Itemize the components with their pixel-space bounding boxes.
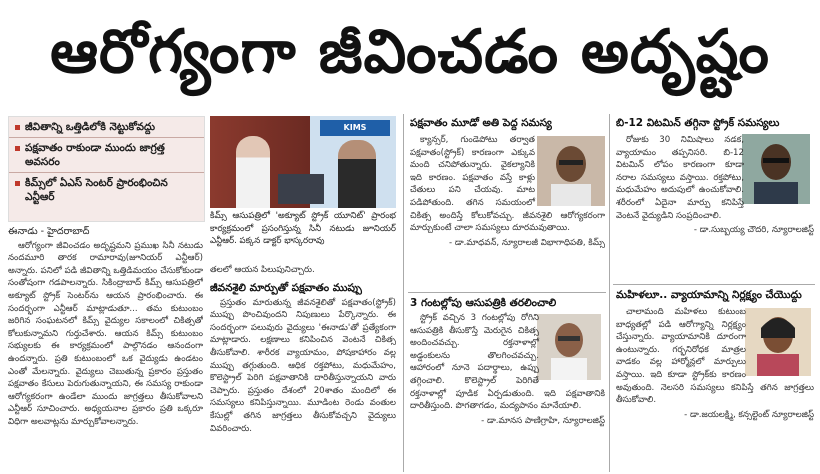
column-4-top [616, 134, 814, 274]
body-text: స్ట్రోక్ వచ్చిన 3 గంటల్లోపు రోగిని ఆసుపత్రికి తీసుకొస్తే మెరుగైన చికిత్స అందించవచ్చు. రక్తనాళాల్లో అడ్డంకులను తొలగించవచ్చు. ఆహారంలో నూనె పదార్థాలు, ఉప్పు తగ్గించాలి. కొలెస్ట్రాల్ పెరిగితే రక్తనాళాల్లో పూడిక ఏర్పడుతుంది. ఇది పక్షవాతానికి దారితీస్తుంది. పొగతాగడం, మద్యపానం మానేయాలి. [410, 313, 605, 412]
kims-logo: KIMS [320, 120, 390, 136]
person-figure [338, 140, 376, 208]
credit-line: - డా.మానస పాణిగ్రాహి, న్యూరాలజిస్ట్ [481, 415, 605, 426]
column-divider [403, 114, 404, 472]
section-title: పక్షవాతం మూడో అతి పెద్ద సమస్య [410, 117, 552, 129]
section-title: 3 గంటల్లోపు ఆసుపత్రికి తరలించాలి [410, 297, 557, 309]
laptop-shape [278, 174, 324, 204]
highlight-item: పక్షవాతం రాకుండా ముందు జాగ్రత్త అవసరం [9, 138, 204, 173]
byline: ఈనాడు - హైదరాబాద్ [8, 226, 90, 237]
body-text: చాలామంది మహిళలు కుటుంబ బాధ్యతల్లో పడి ఆరోగ్యాన్ని నిర్లక్ష్యం చేస్తున్నారు. వ్యాయామానికి దూరంగా ఉంటున్నారు. గర్భనిరోధక మాత్రల వాడకం వల్ల హార్మోన్లలో మార్పులు వస్తాయి. ఇది కూడా స్ట్రోక్‌కు కారణం అవుతుంది. నెలసరి సమస్యలు కనిపిస్తే తగిన జాగ్రత్తలు తీసుకోవాలి. [616, 307, 814, 406]
column-1 [8, 226, 203, 472]
column-3-top [410, 134, 605, 282]
section-divider [613, 284, 815, 285]
column-divider [609, 114, 610, 472]
body-text: క్యాన్సర్, గుండెపోటు తర్వాత పక్షవాతం(స్ట్రోక్) కారణంగా ఎక్కువ మంది చనిపోతున్నారు. వైకల్యానికి ఇది కారణం. పక్షవాతం వస్తే కాళ్లు చేతులు పని చేయవు. మాట పడిపోతుంది. తగిన సమయంలో చికిత్స అందిస్తే కోలుకోవచ్చు. జీవనశైలి ఆరోగ్యకరంగా మార్చుకుంటే చాలా సమస్యలు దూరమవుతాయి. [410, 135, 605, 234]
section-title: మహిళలూ.. వ్యాయామాన్ని నిర్లక్ష్యం చేయొద్దు [616, 289, 802, 301]
credit-line: - డా.జయలక్ష్మి, కన్సల్టెంట్ న్యూరాలజిస్ట్ [684, 409, 814, 420]
body-text: తలలో ఆయన పిలుపునిచ్చారు. [210, 265, 315, 275]
column-2 [210, 264, 396, 472]
photo-caption: కిమ్స్ ఆసుపత్రిలో 'అక్యూట్ స్ట్రోక్ యూనిట్' ప్రారంభ కార్యక్రమంలో ప్రసంగిస్తున్న సినీ నటుడు జూనియర్ ఎన్టీఆర్. పక్కన డాక్టర్ భాస్కరరావు [210, 211, 396, 247]
person-figure [236, 136, 270, 208]
highlight-item: జీవితాన్ని ఒత్తిడిలోకి నెట్టుకోవద్దు [9, 117, 204, 138]
column-3-bottom [410, 312, 605, 472]
body-text: ఆరోగ్యంగా జీవించడం అదృష్టమని ప్రముఖ సినీ నటుడు నందమూరి తారక రామారావు(జూనియర్ ఎన్టీఆర్) అన్నారు. పనిలో పడి జీవితాన్ని ఒత్తిడిమయం చేసుకోకుండా సంతోషంగా గడపాలన్నారు. సికింద్రాబాద్ కిమ్స్ ఆసుపత్రిలో అక్యూట్ స్ట్రోక్ సెంటర్‌ను ఆయన ప్రారంభించారు. ఈ సందర్భంగా ఎన్టీఆర్ మాట్లాడుతూ... తమ కుటుంబం జరిగిన సంఘటనలో కిమ్స్ వైద్యుల సకాలంలో చికిత్సతో కోలుకున్నామని గుర్తుచేశారు. ఆయన కిమ్స్ కుటుంబం సభ్యులకు ఈ కార్యక్రమంలో పాల్గొనడం ఆనందంగా ఉందన్నారు. ప్రతి కుటుంబంలో ఒక వైద్యుడు ఉండటం ఎంతో మేలన్నారు. వైద్యులు చెబుతున్న ప్రకారం ప్రస్తుతం పక్షవాతం కేసులు పెరుగుతున్నాయని, ఈ సమస్య రాకుండా ఆరోగ్యకరంగా ఉండేలా ముందు జాగ్రత్తలు తీసుకోవాలని ఎన్టీఆర్ సూచించారు. అధ్యయనాల ప్రకారం ప్రతి ఒక్కరూ విధిగా అలవాట్లను మార్చుకోవాలన్నారు. [8, 240, 203, 427]
body-text: రోజుకు 30 నిమిషాలు నడక, వ్యాయామం తప్పనిసరి. బి-12 విటమిన్ లోపం కారణంగా కూడా నరాల సమస్యలు వస్తాయి. రక్తపోటు, మధుమేహం అదుపులో ఉంచుకోవాలి. శరీరంలో ఏదైనా మార్పు కనిపిస్తే వెంటనే వైద్యుడిని సంప్రదించాలి. [616, 135, 744, 221]
body-text: ప్రస్తుతం మారుతున్న జీవనశైలితో పక్షవాతం(స్ట్రోక్) ముప్పు పొంచివుందని నిపుణులు పేర్కొన్నారు. ఈ సందర్భంగా పలువురు వైద్యులు 'ఈనాడు'తో ప్రత్యేకంగా మాట్లాడారు. లక్షణాలు కనిపించిన వెంటనే చికిత్స తీసుకోవాలి. శారీరక వ్యాయామం, పోషకాహారం వల్ల ముప్పు తగ్గుతుంది. ఆధిక రక్తపోటు, మధుమేహం, కొలెస్ట్రాల్ పెరిగి పక్షవాతానికి దారితీస్తున్నాయని వారు చెప్పారు. ప్రస్తుతం దేశంలో 20శాతం మందిలో ఈ సమస్యలు కనిపిస్తున్నాయి. మూడింట రెండు వంతుల కేసుల్లో తగిన జాగ్రత్తలు తీసుకోవచ్చని వైద్యులు వివరించారు. [210, 297, 396, 434]
section-title: బి-12 విటమిన్ తగ్గినా స్ట్రోక్ సమస్యలు [616, 117, 780, 129]
event-photo [210, 116, 396, 208]
highlights-box [8, 116, 205, 222]
credit-line: - డా.సుబ్బయ్య చౌదరి, న్యూరాలజిస్ట్ [693, 225, 814, 236]
section-divider [408, 292, 606, 293]
section-title: జీవనశైలి మార్పుతో పక్షవాతం ముప్పు [210, 281, 362, 294]
headline: ఆరోగ్యంగా జీవించడం అదృష్టం [50, 17, 770, 87]
credit-line: - డా.మాధవన్, న్యూరాలజీ విభాగాధిపతి, కిమ్స్ [448, 237, 605, 248]
column-4-bottom [616, 306, 814, 472]
highlight-item: కిమ్స్‌లో ఏఎస్ సెంటర్ ప్రారంభించిన ఎన్టీఆర్ [9, 173, 204, 207]
